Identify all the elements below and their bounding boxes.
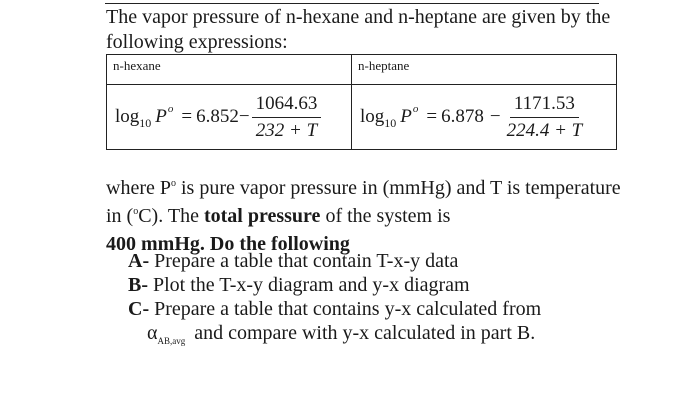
item-label: A- (128, 250, 150, 272)
vapor-pressure-table (106, 54, 617, 150)
hexane-formula-cell (107, 85, 352, 150)
intro-paragraph: The vapor pressure of n-hexane and n-heptane are given by the following expressions: (106, 6, 611, 53)
text-span: is pure vapor pressure in (mmHg) and T is temperature in ( (106, 177, 621, 227)
constant-a: 6.878 (441, 106, 484, 127)
bold-total-pressure: total pressure (203, 205, 321, 227)
equals-sign: = (181, 106, 193, 127)
log-base: 10 (139, 115, 152, 130)
numerator: 1064.63 (252, 93, 322, 118)
pure-superscript: o (412, 103, 419, 115)
log-label: log (115, 106, 140, 127)
heptane-formula (352, 93, 616, 142)
problem-statement (106, 176, 626, 256)
fraction (503, 93, 587, 142)
degree-superscript: o (133, 206, 139, 217)
item-label: B- (128, 274, 148, 296)
minus-sign: − (489, 106, 501, 127)
denominator: 224.4 + T (506, 119, 583, 141)
task-list (128, 249, 541, 348)
equals-sign: = (426, 106, 438, 127)
pure-superscript: o (170, 178, 176, 189)
pressure-symbol: P (400, 106, 412, 127)
header-n-heptane: n-heptane (352, 55, 617, 85)
fraction (252, 93, 322, 142)
item-text: Prepare a table that contains y-x calculated from (149, 298, 542, 320)
log-base: 10 (384, 115, 397, 130)
item-text: and compare with y-x calculated in part B. (189, 322, 536, 344)
task-item-b (128, 273, 541, 297)
pressure-symbol: P (155, 106, 167, 127)
task-item-a (128, 249, 541, 273)
table-header-row (107, 55, 617, 85)
task-item-c-continued (128, 321, 541, 348)
table-formula-row (107, 85, 617, 150)
minus-sign: − (238, 106, 250, 127)
item-text: Plot the T-x-y diagram and y-x diagram (148, 274, 470, 296)
denominator: 232 + T (255, 119, 318, 141)
alpha-symbol: α (147, 322, 158, 344)
pure-superscript: o (167, 103, 174, 115)
top-rule (105, 3, 599, 4)
numerator: 1171.53 (510, 93, 579, 118)
item-label: C- (128, 298, 150, 320)
alpha-subscript: AB,avg (157, 336, 186, 346)
text-span: of the system is (320, 205, 451, 227)
text-span: where P (106, 177, 171, 199)
hexane-formula (107, 93, 351, 142)
constant-a: 6.852 (196, 106, 239, 127)
text-span: C). The (138, 205, 204, 227)
item-text: Prepare a table that contain T-x-y data (149, 250, 459, 272)
header-n-hexane: n-hexane (107, 55, 352, 85)
task-item-c (128, 297, 541, 321)
bold-pressure-value: 400 mmHg. Do the following (106, 233, 350, 255)
log-label: log (360, 106, 385, 127)
heptane-formula-cell (352, 85, 617, 150)
